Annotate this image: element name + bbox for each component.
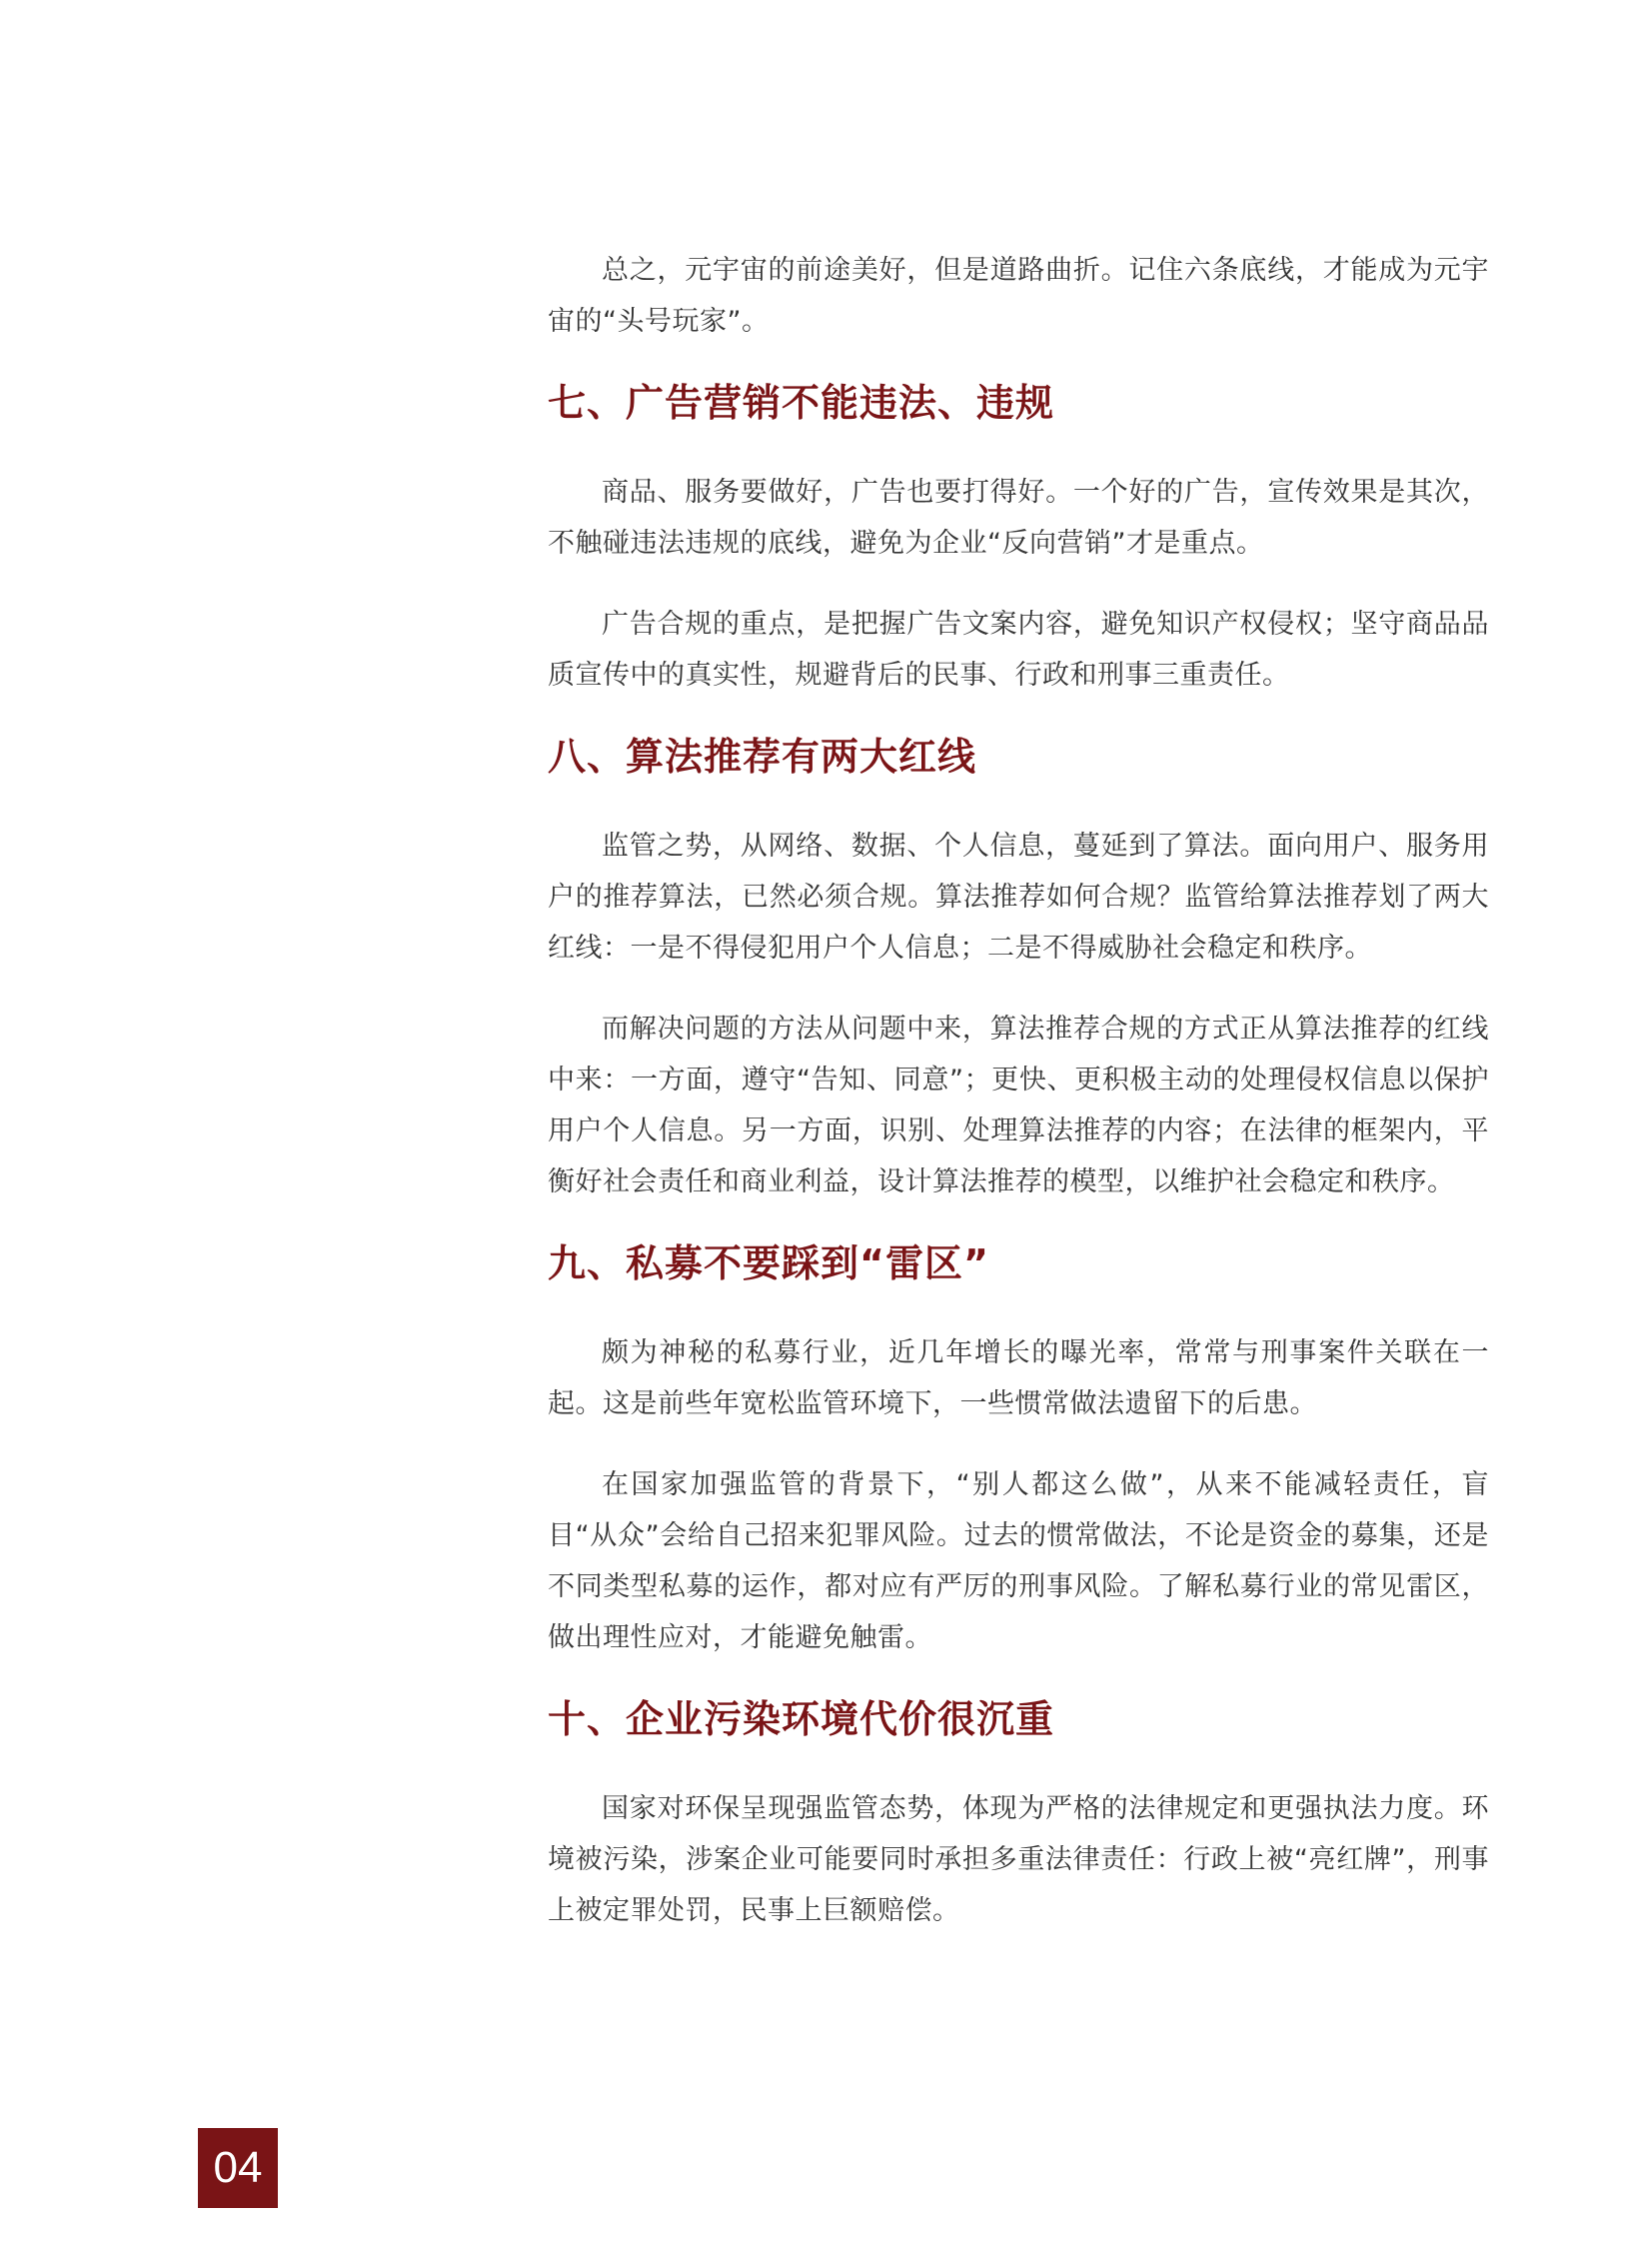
section-paragraph: 商品、服务要做好，广告也要打得好。一个好的广告，宣传效果是其次，不触碰违法违规的底线，避免为企业“反向营销”才是重点。 xyxy=(548,477,1489,559)
section-paragraph: 国家对环保呈现强监管态势，体现为严格的法律规定和更强执法力度。环境被污染，涉案企业可能要同时承担多重法律责任：行政上被“亮红牌”，刑事上被定罪处罚，民事上巨额赔偿。 xyxy=(548,1793,1489,1926)
section-paragraph: 广告合规的重点，是把握广告文案内容，避免知识产权侵权；坚守商品品质宣传中的真实性，规避背后的民事、行政和刑事三重责任。 xyxy=(548,609,1489,691)
article-body xyxy=(548,245,1489,1966)
section-private-equity xyxy=(548,1237,1489,1663)
intro-paragraph: 总之，元宇宙的前途美好，但是道路曲折。记住六条底线，才能成为元宇宙的“头号玩家”。 xyxy=(548,255,1489,337)
section-heading: 八、算法推荐有两大红线 xyxy=(548,735,977,779)
section-environment xyxy=(548,1693,1489,1936)
section-heading: 十、企业污染环境代价很沉重 xyxy=(548,1697,1055,1741)
section-advertising xyxy=(548,377,1489,701)
section-heading: 九、私募不要踩到“雷区” xyxy=(548,1241,989,1285)
section-paragraph: 而解决问题的方法从问题中来，算法推荐合规的方式正从算法推荐的红线中来：一方面，遵守“告知、同意”；更快、更积极主动的处理侵权信息以保护用户个人信息。另一方面，识别、处理算法推荐的内容；在法律的框架内，平衡好社会责任和商业利益，设计算法推荐的模型，以维护社会稳定和秩序。 xyxy=(548,1014,1489,1197)
page-number-badge: 04 xyxy=(198,2128,278,2208)
section-paragraph: 颇为神秘的私募行业，近几年增长的曝光率，常常与刑事案件关联在一起。这是前些年宽松监管环境下，一些惯常做法遗留下的后患。 xyxy=(548,1337,1489,1419)
section-paragraph: 在国家加强监管的背景下，“别人都这么做”，从来不能减轻责任，盲目“从众”会给自己招来犯罪风险。过去的惯常做法，不论是资金的募集，还是不同类型私募的运作，都对应有严厉的刑事风险。了解私募行业的常见雷区，做出理性应对，才能避免触雷。 xyxy=(548,1469,1489,1653)
section-algorithm xyxy=(548,731,1489,1207)
section-heading: 七、广告营销不能违法、违规 xyxy=(548,381,1055,425)
section-paragraph: 监管之势，从网络、数据、个人信息，蔓延到了算法。面向用户、服务用户的推荐算法，已然必须合规。算法推荐如何合规？监管给算法推荐划了两大红线：一是不得侵犯用户个人信息；二是不得威胁社会稳定和秩序。 xyxy=(548,831,1489,964)
